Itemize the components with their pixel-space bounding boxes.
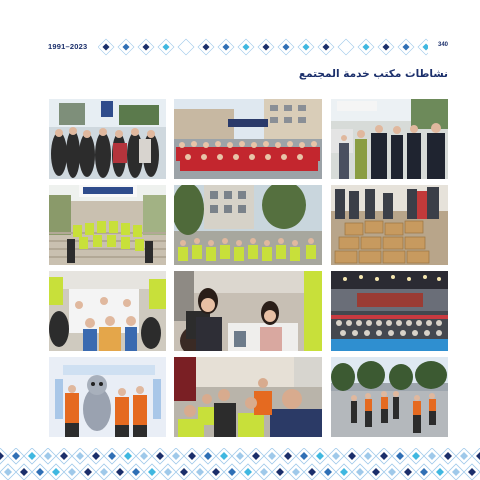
photo-officials-meeting — [331, 99, 448, 179]
photo-students-portrait — [174, 271, 322, 351]
photo-hivis-volunteers-steps — [49, 185, 166, 265]
photo-children-activity — [49, 271, 166, 351]
photo-hivis-volunteers-courtyard — [174, 185, 322, 265]
diamond-pattern-icon — [0, 448, 480, 480]
diamond-motif-icon — [98, 38, 428, 56]
decorative-footer-pattern — [0, 448, 480, 480]
photo-group-with-flags — [49, 99, 166, 179]
photo-red-uniform-volunteers — [174, 99, 322, 179]
section-title: نشاطات مكتب خدمة المجتمع — [298, 68, 448, 80]
page-number: 340 — [437, 42, 448, 48]
photo-mascot-with-volunteers — [49, 357, 166, 437]
photo-volunteers-selfie — [174, 357, 322, 437]
page-header — [48, 38, 448, 56]
photo-outdoor-walk — [331, 357, 448, 437]
years-range: 1991–2023 — [48, 42, 88, 51]
photo-auditorium-audience — [331, 271, 448, 351]
photo-food-boxes-packing — [331, 185, 448, 265]
